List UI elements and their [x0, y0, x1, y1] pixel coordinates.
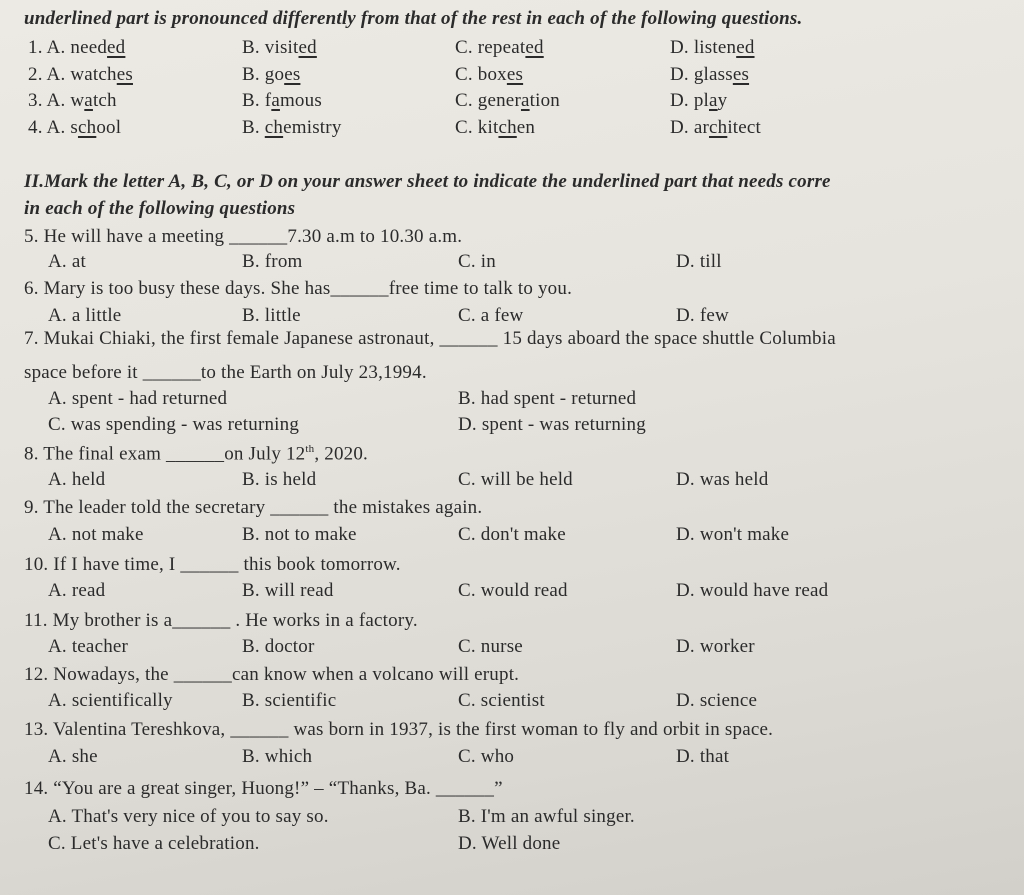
answer-option: B. will read	[242, 580, 334, 601]
answer-option	[455, 117, 535, 139]
section-2-header: II.Mark the letter A, B, C, or D on your answer sheet to indicate the underlined part that needs corre	[24, 171, 831, 192]
option-text: D. ar	[670, 117, 709, 138]
answer-option: A. not make	[48, 524, 144, 545]
underlined-part: ed	[107, 37, 126, 58]
stem-text: 8. The final exam ______on July 12	[24, 443, 306, 465]
question-stem: 5. He will have a meeting ______7.30 a.m to 10.30 a.m.	[24, 226, 463, 247]
answer-option: A. teacher	[48, 636, 129, 657]
underlined-part: es	[116, 64, 133, 85]
answer-option: D. till	[676, 251, 722, 272]
answer-option: C. in	[458, 251, 496, 272]
underlined-part: ed	[525, 37, 544, 58]
question-stem: 12. Nowadays, the ______can know when a volcano will erupt.	[24, 664, 520, 685]
answer-option: C. nurse	[458, 636, 523, 657]
option-text: 3. A. w	[28, 90, 85, 111]
answer-option: C. Let's have a celebration.	[48, 833, 260, 854]
answer-option	[670, 90, 727, 112]
option-text: tion	[529, 90, 560, 111]
answer-option: C. will be held	[458, 469, 573, 490]
underlined-part: a	[520, 90, 530, 111]
answer-option: B. scientific	[242, 690, 337, 711]
answer-option	[28, 37, 125, 59]
option-text: C. gener	[455, 90, 521, 111]
underlined-part: a	[84, 90, 93, 111]
answer-option: C. would read	[458, 580, 568, 601]
option-text: D. pl	[670, 90, 709, 111]
answer-option	[670, 37, 755, 59]
superscript: th	[305, 443, 315, 455]
underlined-part: ch	[708, 117, 728, 138]
answer-option: A. read	[48, 580, 106, 601]
answer-option: C. who	[458, 746, 515, 767]
answer-option: D. science	[676, 690, 758, 711]
option-text: 4. A. s	[28, 117, 78, 138]
answer-option: B. from	[242, 251, 303, 272]
answer-option: D. would have read	[676, 580, 829, 601]
underlined-part: ed	[736, 37, 755, 58]
answer-option: A. held	[48, 469, 106, 490]
answer-option: C. was spending - was returning	[48, 414, 300, 435]
option-text: mous	[279, 90, 322, 111]
option-text: en	[516, 117, 536, 138]
option-text: C. box	[455, 64, 507, 85]
answer-option: D. won't make	[676, 524, 790, 545]
question-stem: 6. Mary is too busy these days. She has______free time to talk to you.	[24, 278, 573, 299]
option-text: emistry	[283, 117, 342, 138]
option-text: B.	[242, 117, 265, 138]
answer-option: C. scientist	[458, 690, 545, 711]
answer-option: D. few	[676, 305, 729, 326]
underlined-part: a	[271, 90, 280, 111]
answer-option	[28, 90, 117, 112]
option-text: ool	[96, 117, 122, 138]
answer-option: B. I'm an awful singer.	[458, 806, 635, 827]
underlined-part: ch	[77, 117, 97, 138]
answer-option: D. worker	[676, 636, 755, 657]
answer-option: C. don't make	[458, 524, 566, 545]
answer-option: C. a few	[458, 305, 524, 326]
answer-option: A. That's very nice of you to say so.	[48, 806, 329, 827]
answer-option	[455, 37, 544, 59]
answer-option: B. had spent - returned	[458, 388, 637, 409]
answer-option	[242, 90, 322, 112]
answer-option: A. spent - had returned	[48, 388, 228, 409]
option-text: C. repeat	[455, 37, 526, 58]
answer-option: A. a little	[48, 305, 122, 326]
answer-option: A. scientifically	[48, 690, 173, 711]
option-text: 1. A. need	[28, 37, 108, 58]
option-text: 2. A. watch	[28, 64, 117, 85]
section-1-header: underlined part is pronounced differently from that of the rest in each of the following questions.	[24, 8, 803, 29]
underlined-part: ch	[498, 117, 517, 138]
answer-option: D. spent - was returning	[458, 414, 646, 435]
option-text: tch	[92, 90, 117, 111]
underlined-part: es	[284, 64, 301, 85]
answer-option	[455, 64, 523, 86]
option-text: y	[717, 90, 728, 111]
answer-option: D. Well done	[458, 833, 561, 854]
answer-option	[28, 117, 121, 139]
section-2-header: in each of the following questions	[24, 198, 296, 219]
answer-option	[242, 117, 342, 139]
underlined-part: es	[506, 64, 524, 85]
question-stem: 13. Valentina Tereshkova, ______ was born in 1937, is the first woman to fly and orbit in space.	[24, 719, 774, 740]
answer-option: B. little	[242, 305, 301, 326]
option-text: B. f	[242, 90, 272, 111]
answer-option: B. which	[242, 746, 313, 767]
answer-option: A. at	[48, 251, 86, 272]
option-text: D. glass	[670, 64, 733, 85]
option-text: D. listen	[670, 37, 737, 58]
question-stem: 14. “You are a great singer, Huong!” – “Thanks, Ba. ______”	[24, 778, 503, 799]
question-stem: 7. Mukai Chiaki, the first female Japanese astronaut, ______ 15 days aboard the space shuttle Columbia	[24, 328, 836, 349]
question-stem: 9. The leader told the secretary ______ the mistakes again.	[24, 497, 483, 518]
answer-option: B. doctor	[242, 636, 315, 657]
underlined-part: ch	[264, 117, 284, 138]
answer-option	[28, 64, 133, 86]
answer-option: A. she	[48, 746, 98, 767]
answer-option	[242, 37, 317, 59]
underlined-part: ed	[298, 37, 317, 58]
answer-option	[670, 64, 749, 86]
option-text: C. kit	[455, 117, 499, 138]
answer-option: D. that	[676, 746, 730, 767]
question-stem: space before it ______to the Earth on July 23,1994.	[24, 362, 427, 383]
underlined-part: a	[709, 90, 718, 111]
question-stem	[24, 443, 368, 465]
answer-option	[455, 90, 560, 112]
answer-option: D. was held	[676, 469, 769, 490]
underlined-part: es	[732, 64, 750, 85]
option-text: itect	[727, 117, 762, 138]
answer-option	[670, 117, 761, 139]
option-text: B. visit	[242, 37, 299, 58]
answer-option: B. not to make	[242, 524, 357, 545]
question-stem: 10. If I have time, I ______ this book tomorrow.	[24, 554, 401, 575]
question-stem: 11. My brother is a______ . He works in a factory.	[24, 610, 418, 631]
option-text: B. go	[242, 64, 285, 85]
answer-option: B. is held	[242, 469, 317, 490]
answer-option	[242, 64, 300, 86]
stem-text: , 2020.	[314, 443, 369, 465]
